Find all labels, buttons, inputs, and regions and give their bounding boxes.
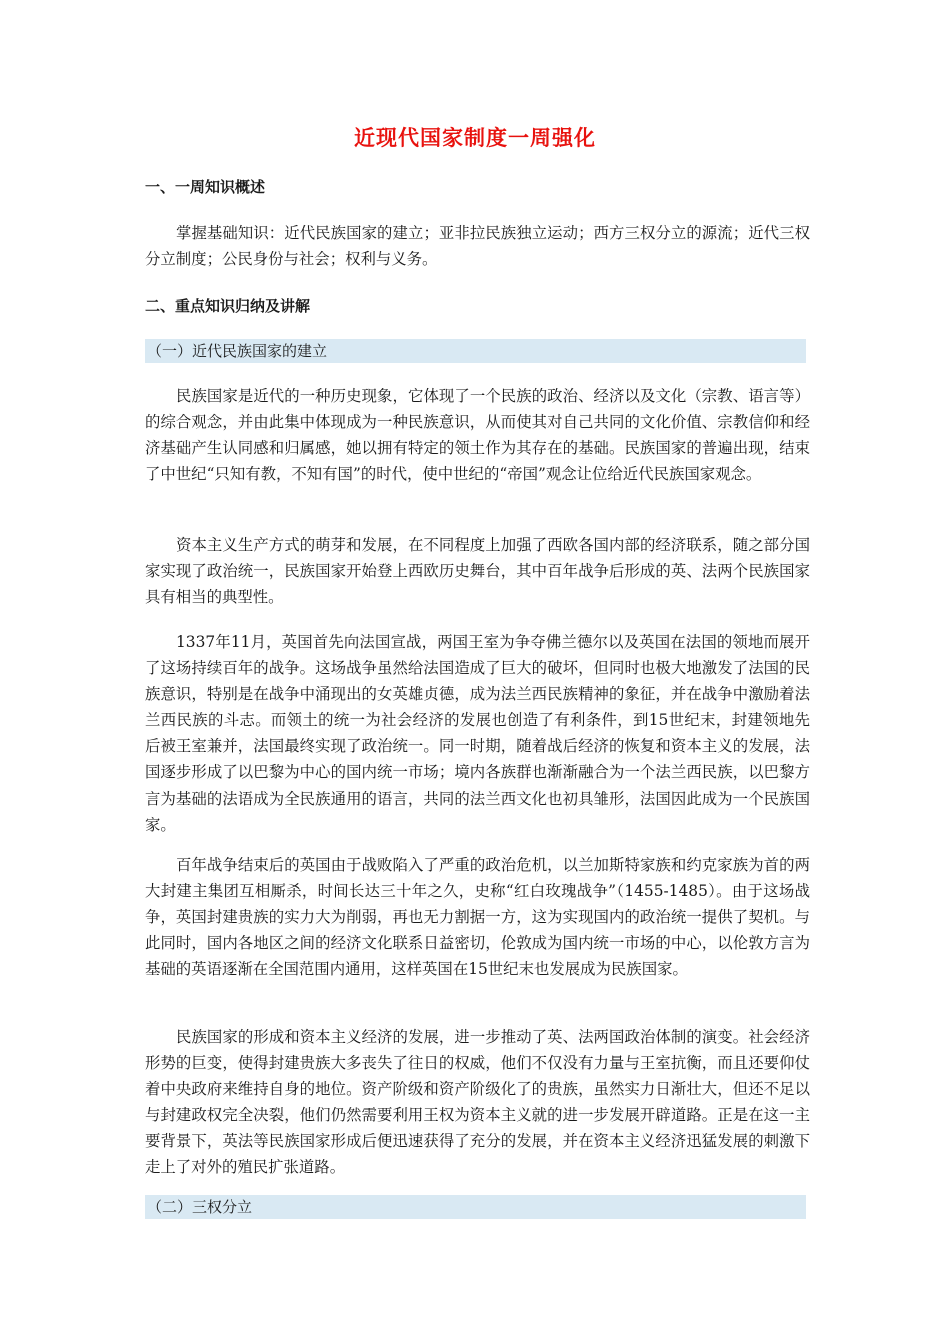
overview-paragraph: 掌握基础知识：近代民族国家的建立；亚非拉民族独立运动；西方三权分立的源流；近代三权分立制度；公民身份与社会；权利与义务。 (145, 224, 810, 269)
subsection-band-separation-of-powers: （二）三权分立 (145, 1195, 806, 1219)
body-paragraph: 1337年11月，英国首先向法国宣战，两国王室为争夺佛兰德尔以及英国在法国的领地而展开了这场持续百年的战争。这场战争虽然给法国造成了巨大的破坏，但同时也极大地激发了法国的民族意识，特别是在战争中涌现出的女英雄贞德，成为法兰西民族精神的象征，并在战争中激励着法兰西民族的斗志。而领土的统一为社会经济的发展也创造了有利条件，到15世纪末，封建领地先后被王室兼并，法国最终实现了政治统一。同一时期，随着战后经济的恢复和资本主义的发展，法国逐步形成了以巴黎为中心的国内统一市场；境内各族群也渐渐融合为一个法兰西民族，以巴黎方言为基础的法语成为全民族通用的语言，共同的法兰西文化也初具雏形，法国因此成为一个民族国家。 (145, 633, 810, 834)
section-heading-overview: 一、一周知识概述 (145, 178, 266, 196)
body-paragraph: 民族国家是近代的一种历史现象，它体现了一个民族的政治、经济以及文化（宗教、语言等）的综合观念，并由此集中体现成为一种民族意识，从而使其对自己共同的文化价值、宗教信仰和经济基础产生认同感和归属感，她以拥有特定的领土作为其存在的基础。民族国家的普遍出现，结束了中世纪“只知有教，不知有国”的时代，使中世纪的“帝国”观念让位给近代民族国家观念。 (145, 387, 810, 484)
page-title: 近现代国家制度一周强化 (354, 126, 596, 150)
body-paragraph: 民族国家的形成和资本主义经济的发展，进一步推动了英、法两国政治体制的演变。社会经济形势的巨变，使得封建贵族大多丧失了往日的权威，他们不仅没有力量与王室抗衡，而且还要仰仗着中央政府来维持自身的地位。资产阶级和资产阶级化了的贵族，虽然实力日渐壮大，但还不足以与封建政权完全决裂，他们仍然需要利用王权为资本主义就的进一步发展开辟道路。正是在这一主要背景下，英法等民族国家形成后便迅速获得了充分的发展，并在资本主义经济迅猛发展的刺激下走上了对外的殖民扩张道路。 (145, 1028, 810, 1177)
body-paragraph: 百年战争结束后的英国由于战败陷入了严重的政治危机，以兰加斯特家族和约克家族为首的两大封建主集团互相厮杀，时间长达三十年之久，史称“红白玫瑰战争”（1455-1485）。由于这场战争，英国封建贵族的实力大为削弱，再也无力割据一方，这为实现国内的政治统一提供了契机。与此同时，国内各地区之间的经济文化联系日益密切，伦敦成为国内统一市场的中心，以伦敦方言为基础的英语逐渐在全国范围内通用，这样英国在15世纪末也发展成为民族国家。 (145, 856, 810, 979)
body-paragraph: 资本主义生产方式的萌芽和发展，在不同程度上加强了西欧各国内部的经济联系，随之部分国家实现了政治统一，民族国家开始登上西欧历史舞台，其中百年战争后形成的英、法两个民族国家具有相当的典型性。 (145, 536, 810, 607)
subsection-band-nation-state: （一）近代民族国家的建立 (145, 339, 806, 363)
section-heading-key-points: 二、重点知识归纳及讲解 (145, 297, 311, 315)
